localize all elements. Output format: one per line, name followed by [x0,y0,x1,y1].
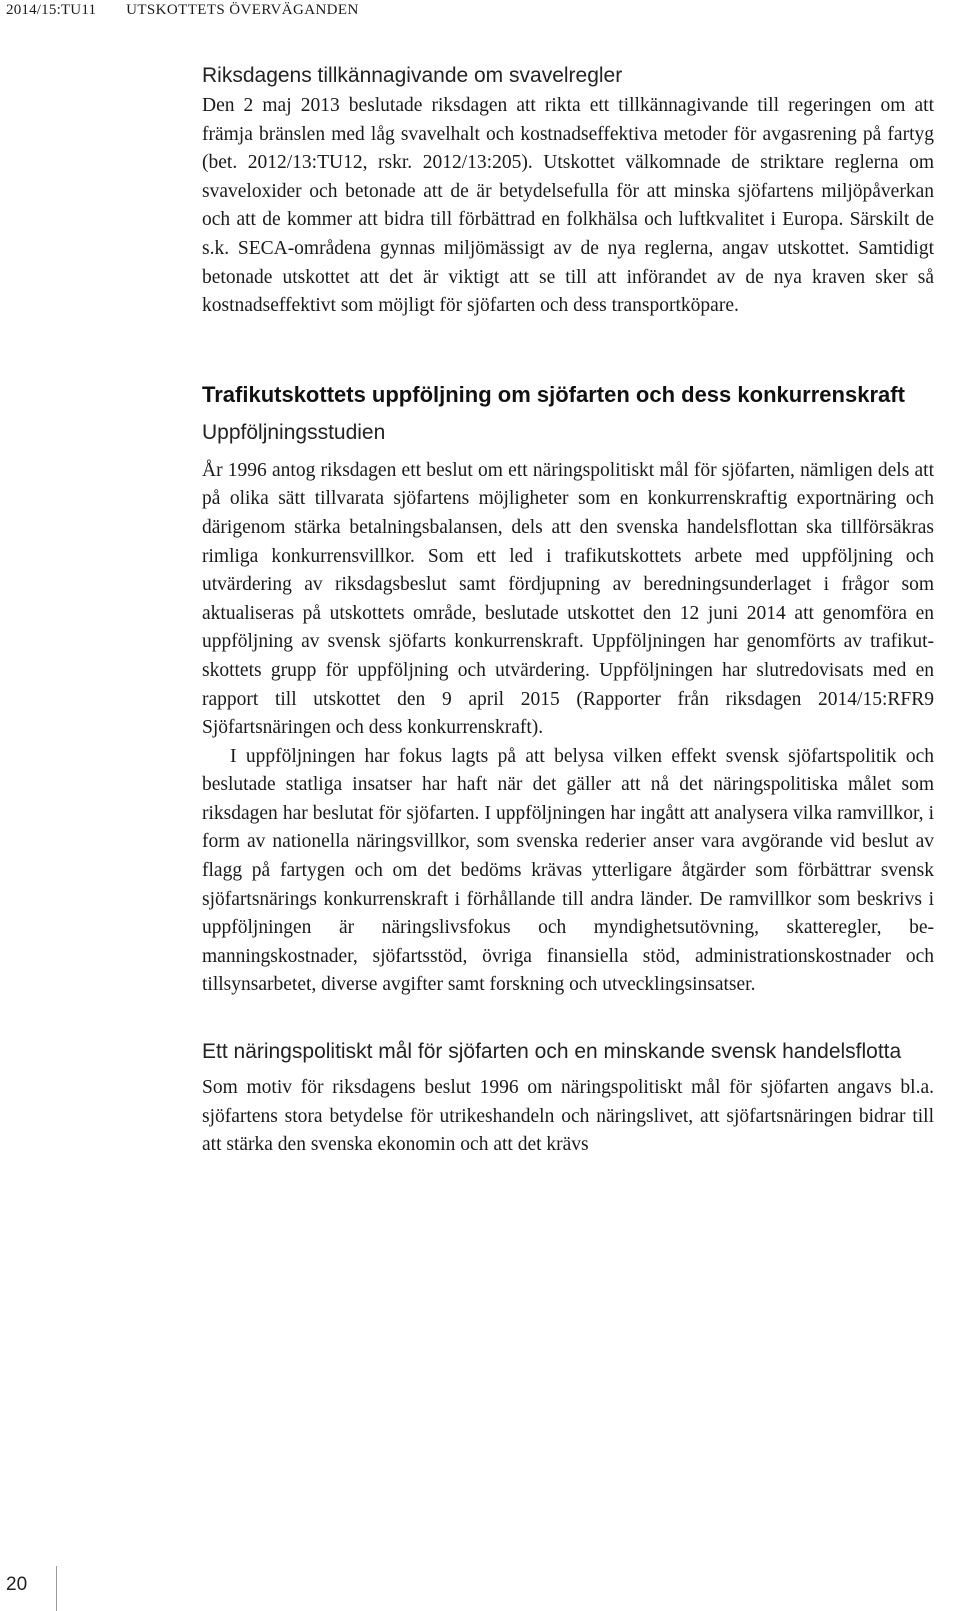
page-number: 20 [6,1574,28,1595]
paragraph-svavelregler: Den 2 maj 2013 beslutade riksdagen att rikta ett tillkännagivande till regeringen om att främja bränslen med låg svavelhalt och kostnadseffektiva metoder för avgasrening på fartyg (bet. 2012/13:TU12, rskr. 2012/13:205). Utskottet välkomnade de striktare reglerna om svaveloxider och betonade att de är betydelsefulla för att minska sjöfartens miljöpåverkan och att de kommer att bidra till förbättrad en folkhälsa och luftkvalitet i Europa. Särskilt de s.k. SECA-områdena gynnas miljömässigt av de nya reglerna, angav utskottet. Samtidigt betonade utskottet att det är viktigt att se till att införandet av de nya kraven sker så kostnadseffektivt som möjligt för sjöfarten och dess transportköpare. [202,95,934,317]
document-code: 2014/15:TU11 [6,2,97,18]
section-heading-uppfoljning: Trafikutskottets uppföljning om sjöfarten och dess konkurrenskraft [202,381,905,407]
chapter-title: UTSKOTTETS ÖVERVÄGANDEN [126,2,359,18]
page-content [202,60,934,1160]
page-number-divider [56,1566,57,1611]
section-heading-svavelregler: Riksdagens tillkännagivande om svavelregler [202,64,623,87]
section-heading-naringspolitiskt-mal: Ett näringspolitiskt mål för sjöfarten och en minskande svensk handelsflotta [202,1040,902,1064]
running-header [6,2,359,19]
paragraph-uppfoljning-2: I uppföljningen har fokus lagts på att belysa vilken effekt svensk sjöfartspolitik och beslutade statliga insatser har haft när det gäller att nå det näringspolitiska målet som riksdagen har beslutat för sjöfarten. I uppföljningen har ingått att analysera vilka ramvillkor, i form av nationella näringsvillkor, som svenska rederier anser vara avgörande vid beslut av flagg på fartygen och om det bedöms krävas ytterligare åtgärder som förbättrar svensk sjöfartsnärings konkurrenskraft i förhållande till andra länder. De ramvillkor som beskrivs i uppföljningen är näringslivsfokus och myndighetsutövning, skatteregler, bemanningskostnader, sjöfartsstöd, övriga finansiella stöd, administrationskostnader och tillsynsarbetet, diverse avgifter samt forskning och utvecklingsinsatser. [202,745,934,996]
subheading-uppfoljningsstudien: Uppföljningsstudien [202,420,386,444]
paragraph-uppfoljning-1: År 1996 antog riksdagen ett beslut om ett näringspolitiskt mål för sjöfarten, nämligen dels att på olika sätt tillvarata sjöfartens möjligheter som en konkurrenskraftig exportnäring och därigenom stärka betalningsbalansen, dels att den svenska handelsflottan ska tillförsäkras rimliga konkurrensvillkor. Som ett led i trafikutskottets arbete med uppföljning och utvärdering av riksdagsbeslut samt fördjupning av beredningsunderlaget i frågor som aktualiseras på utskottets område, beslutade utskottet den 12 juni 2014 att genomföra en uppföljning av svensk sjöfarts konkurrenskraft. Uppföljningen har genomförts av trafikutskottets grupp för uppföljning och utvärdering. Uppföljningen har slutredovisats med en rapport till utskottet den 9 april 2015 (Rapporter från riksdagen 2014/15:RFR9 Sjöfartsnäringen och dess konkurrenskraft). [202,459,934,739]
paragraph-naringspolitiskt-mal: Som motiv för riksdagens beslut 1996 om näringspolitiskt mål för sjöfarten angavs bl.a. sjöfartens stora betydelse för utrikeshandeln och näringslivet, att sjöfartsnäringen bidrar till att stärka den svenska ekonomin och att det krävs [202,1077,934,1156]
